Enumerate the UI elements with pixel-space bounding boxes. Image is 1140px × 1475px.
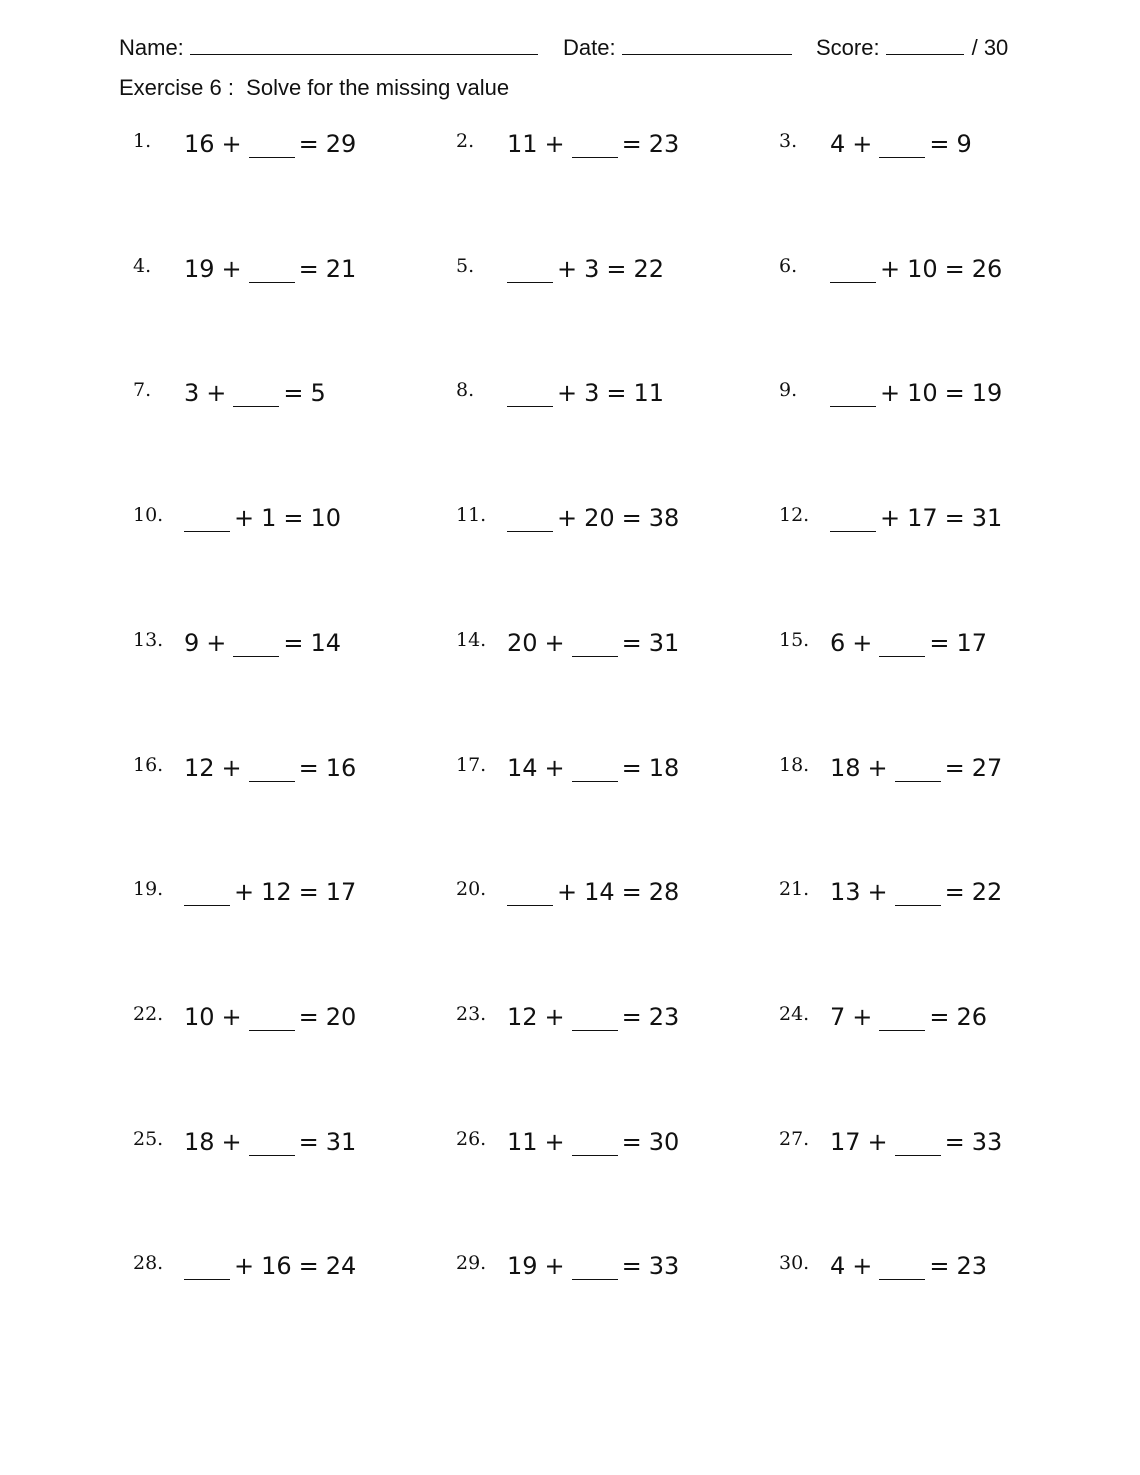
plus-sign: + bbox=[852, 1003, 873, 1031]
addend-first: 9 bbox=[184, 629, 200, 657]
equation bbox=[184, 1252, 363, 1280]
problem-item bbox=[133, 1252, 453, 1292]
equals-sign: = bbox=[298, 130, 319, 158]
name-field bbox=[119, 32, 538, 61]
answer-blank[interactable] bbox=[507, 380, 553, 407]
plus-sign: + bbox=[852, 629, 873, 657]
addend-first: 18 bbox=[184, 1128, 215, 1156]
addend-first: 17 bbox=[830, 1128, 861, 1156]
equation bbox=[184, 130, 363, 158]
equation bbox=[830, 878, 1009, 906]
equation bbox=[184, 255, 363, 283]
equation bbox=[830, 1003, 994, 1031]
sum-value: 17 bbox=[956, 629, 988, 657]
answer-blank[interactable] bbox=[895, 879, 941, 906]
equals-sign: = bbox=[283, 504, 304, 532]
problem-item bbox=[133, 754, 453, 794]
equals-sign: = bbox=[944, 255, 965, 283]
sum-value: 16 bbox=[325, 754, 357, 782]
equation bbox=[830, 130, 979, 158]
problem-number: 16. bbox=[133, 754, 164, 776]
answer-blank[interactable] bbox=[879, 131, 925, 158]
addend-second: 17 bbox=[907, 504, 938, 532]
sum-value: 5 bbox=[310, 379, 326, 407]
problem-item bbox=[456, 878, 776, 918]
problem-number: 19. bbox=[133, 878, 164, 900]
problem-item bbox=[779, 379, 1099, 419]
equals-sign: = bbox=[929, 130, 950, 158]
problem-number: 8. bbox=[456, 379, 475, 401]
equation bbox=[507, 130, 686, 158]
answer-blank[interactable] bbox=[249, 256, 295, 283]
equation bbox=[184, 379, 333, 407]
problem-item bbox=[456, 1252, 776, 1292]
plus-sign: + bbox=[557, 504, 578, 532]
equals-sign: = bbox=[298, 1128, 319, 1156]
date-field bbox=[563, 32, 792, 61]
problem-item bbox=[779, 878, 1099, 918]
addend-first: 12 bbox=[184, 754, 215, 782]
equation bbox=[507, 379, 671, 407]
sum-value: 38 bbox=[648, 504, 680, 532]
plus-sign: + bbox=[880, 379, 901, 407]
answer-blank[interactable] bbox=[879, 630, 925, 657]
addend-second: 14 bbox=[584, 878, 615, 906]
equals-sign: = bbox=[944, 504, 965, 532]
plus-sign: + bbox=[221, 754, 242, 782]
plus-sign: + bbox=[544, 130, 565, 158]
sum-value: 9 bbox=[956, 130, 972, 158]
equation bbox=[507, 754, 686, 782]
problem-number: 28. bbox=[133, 1252, 164, 1274]
sum-value: 23 bbox=[648, 1003, 680, 1031]
equation bbox=[830, 255, 1009, 283]
problem-item bbox=[133, 878, 453, 918]
answer-blank[interactable] bbox=[879, 1253, 925, 1280]
plus-sign: + bbox=[544, 1128, 565, 1156]
problem-number: 13. bbox=[133, 629, 164, 651]
answer-blank[interactable] bbox=[895, 755, 941, 782]
plus-sign: + bbox=[544, 754, 565, 782]
problem-item bbox=[456, 1128, 776, 1168]
equation bbox=[184, 754, 363, 782]
problem-item bbox=[456, 379, 776, 419]
problem-number: 12. bbox=[779, 504, 810, 526]
sum-value: 24 bbox=[325, 1252, 357, 1280]
answer-blank[interactable] bbox=[572, 131, 618, 158]
equation bbox=[507, 629, 686, 657]
problem-number: 22. bbox=[133, 1003, 164, 1025]
answer-blank[interactable] bbox=[572, 755, 618, 782]
addend-first: 4 bbox=[830, 130, 846, 158]
addend-second: 3 bbox=[584, 379, 600, 407]
equation bbox=[507, 255, 671, 283]
sum-value: 22 bbox=[633, 255, 665, 283]
problem-number: 1. bbox=[133, 130, 152, 152]
problem-number: 21. bbox=[779, 878, 810, 900]
plus-sign: + bbox=[852, 130, 873, 158]
equation bbox=[507, 878, 686, 906]
answer-blank[interactable] bbox=[507, 879, 553, 906]
sum-value: 19 bbox=[971, 379, 1003, 407]
equals-sign: = bbox=[621, 878, 642, 906]
equals-sign: = bbox=[621, 629, 642, 657]
problem-number: 25. bbox=[133, 1128, 164, 1150]
equals-sign: = bbox=[944, 1128, 965, 1156]
name-line[interactable] bbox=[190, 32, 538, 55]
equals-sign: = bbox=[298, 1252, 319, 1280]
plus-sign: + bbox=[880, 504, 901, 532]
plus-sign: + bbox=[234, 1252, 255, 1280]
problem-number: 5. bbox=[456, 255, 475, 277]
problem-item bbox=[779, 130, 1099, 170]
equation bbox=[830, 1128, 1009, 1156]
problem-item bbox=[779, 1003, 1099, 1043]
answer-blank[interactable] bbox=[184, 505, 230, 532]
sum-value: 18 bbox=[648, 754, 680, 782]
addend-first: 18 bbox=[830, 754, 861, 782]
answer-blank[interactable] bbox=[830, 256, 876, 283]
plus-sign: + bbox=[234, 878, 255, 906]
equation bbox=[830, 379, 1009, 407]
addend-first: 19 bbox=[184, 255, 215, 283]
addend-first: 4 bbox=[830, 1252, 846, 1280]
sum-value: 11 bbox=[633, 379, 665, 407]
problem-item bbox=[779, 504, 1099, 544]
equation bbox=[507, 1252, 686, 1280]
equals-sign: = bbox=[606, 255, 627, 283]
problem-number: 24. bbox=[779, 1003, 810, 1025]
sum-value: 29 bbox=[325, 130, 357, 158]
problem-number: 14. bbox=[456, 629, 487, 651]
plus-sign: + bbox=[544, 1003, 565, 1031]
equals-sign: = bbox=[929, 1252, 950, 1280]
plus-sign: + bbox=[852, 1252, 873, 1280]
plus-sign: + bbox=[867, 878, 888, 906]
answer-blank[interactable] bbox=[879, 1004, 925, 1031]
answer-blank[interactable] bbox=[249, 1129, 295, 1156]
answer-blank[interactable] bbox=[830, 505, 876, 532]
equals-sign: = bbox=[944, 754, 965, 782]
problem-item bbox=[779, 629, 1099, 669]
equals-sign: = bbox=[944, 878, 965, 906]
equals-sign: = bbox=[621, 130, 642, 158]
problem-number: 7. bbox=[133, 379, 152, 401]
equation bbox=[830, 629, 994, 657]
answer-blank[interactable] bbox=[572, 1253, 618, 1280]
plus-sign: + bbox=[867, 754, 888, 782]
problem-number: 9. bbox=[779, 379, 798, 401]
equation bbox=[184, 878, 363, 906]
problem-item bbox=[456, 130, 776, 170]
plus-sign: + bbox=[557, 379, 578, 407]
name-label: Name: bbox=[119, 35, 184, 60]
plus-sign: + bbox=[221, 130, 242, 158]
answer-blank[interactable] bbox=[572, 1004, 618, 1031]
plus-sign: + bbox=[544, 629, 565, 657]
answer-blank[interactable] bbox=[507, 256, 553, 283]
date-line[interactable] bbox=[622, 32, 792, 55]
equation bbox=[507, 1128, 686, 1156]
addend-first: 13 bbox=[830, 878, 861, 906]
addend-first: 11 bbox=[507, 130, 538, 158]
problem-number: 18. bbox=[779, 754, 810, 776]
sum-value: 27 bbox=[971, 754, 1003, 782]
problem-item bbox=[456, 754, 776, 794]
problem-item bbox=[133, 1128, 453, 1168]
equation bbox=[507, 1003, 686, 1031]
sum-value: 31 bbox=[648, 629, 680, 657]
equals-sign: = bbox=[621, 1128, 642, 1156]
answer-blank[interactable] bbox=[249, 1004, 295, 1031]
problem-number: 20. bbox=[456, 878, 487, 900]
problem-item bbox=[456, 504, 776, 544]
date-label: Date: bbox=[563, 35, 616, 60]
problem-item bbox=[779, 1128, 1099, 1168]
equals-sign: = bbox=[621, 504, 642, 532]
plus-sign: + bbox=[557, 255, 578, 283]
equals-sign: = bbox=[298, 255, 319, 283]
sum-value: 23 bbox=[648, 130, 680, 158]
answer-blank[interactable] bbox=[507, 505, 553, 532]
equals-sign: = bbox=[929, 1003, 950, 1031]
sum-value: 26 bbox=[956, 1003, 988, 1031]
addend-first: 19 bbox=[507, 1252, 538, 1280]
addend-first: 11 bbox=[507, 1128, 538, 1156]
problem-item bbox=[133, 130, 453, 170]
problem-item bbox=[779, 255, 1099, 295]
problem-number: 4. bbox=[133, 255, 152, 277]
sum-value: 31 bbox=[325, 1128, 357, 1156]
plus-sign: + bbox=[234, 504, 255, 532]
problem-item bbox=[779, 754, 1099, 794]
addend-first: 16 bbox=[184, 130, 215, 158]
problem-number: 3. bbox=[779, 130, 798, 152]
addend-first: 20 bbox=[507, 629, 538, 657]
problem-number: 10. bbox=[133, 504, 164, 526]
sum-value: 30 bbox=[648, 1128, 680, 1156]
plus-sign: + bbox=[544, 1252, 565, 1280]
addend-second: 20 bbox=[584, 504, 615, 532]
equals-sign: = bbox=[298, 878, 319, 906]
problem-number: 30. bbox=[779, 1252, 810, 1274]
problem-number: 11. bbox=[456, 504, 487, 526]
answer-blank[interactable] bbox=[233, 630, 279, 657]
addend-second: 10 bbox=[907, 255, 938, 283]
equals-sign: = bbox=[621, 1252, 642, 1280]
score-line[interactable] bbox=[886, 32, 964, 55]
equals-sign: = bbox=[283, 629, 304, 657]
plus-sign: + bbox=[221, 1003, 242, 1031]
plus-sign: + bbox=[867, 1128, 888, 1156]
equation bbox=[184, 629, 348, 657]
equation bbox=[184, 1003, 363, 1031]
problem-number: 29. bbox=[456, 1252, 487, 1274]
score-total: / 30 bbox=[971, 35, 1009, 60]
answer-blank[interactable] bbox=[572, 1129, 618, 1156]
problem-number: 23. bbox=[456, 1003, 487, 1025]
sum-value: 10 bbox=[310, 504, 342, 532]
equals-sign: = bbox=[929, 629, 950, 657]
equation bbox=[830, 754, 1009, 782]
problem-item bbox=[779, 1252, 1099, 1292]
answer-blank[interactable] bbox=[233, 380, 279, 407]
problem-item bbox=[456, 255, 776, 295]
problem-item bbox=[456, 1003, 776, 1043]
sum-value: 21 bbox=[325, 255, 357, 283]
sum-value: 14 bbox=[310, 629, 342, 657]
score-field bbox=[816, 32, 1008, 61]
problem-item bbox=[133, 379, 453, 419]
plus-sign: + bbox=[221, 1128, 242, 1156]
problem-item bbox=[456, 629, 776, 669]
answer-blank[interactable] bbox=[572, 630, 618, 657]
addend-second: 16 bbox=[261, 1252, 292, 1280]
answer-blank[interactable] bbox=[184, 879, 230, 906]
sum-value: 26 bbox=[971, 255, 1003, 283]
addend-first: 7 bbox=[830, 1003, 846, 1031]
equation bbox=[507, 504, 686, 532]
equation bbox=[830, 504, 1009, 532]
equation bbox=[184, 504, 348, 532]
equals-sign: = bbox=[606, 379, 627, 407]
sum-value: 33 bbox=[971, 1128, 1003, 1156]
answer-blank[interactable] bbox=[249, 131, 295, 158]
sum-value: 31 bbox=[971, 504, 1003, 532]
equation bbox=[830, 1252, 994, 1280]
addend-second: 1 bbox=[261, 504, 277, 532]
plus-sign: + bbox=[221, 255, 242, 283]
sum-value: 22 bbox=[971, 878, 1003, 906]
score-label: Score: bbox=[816, 35, 880, 60]
plus-sign: + bbox=[557, 878, 578, 906]
problem-number: 15. bbox=[779, 629, 810, 651]
equals-sign: = bbox=[621, 1003, 642, 1031]
plus-sign: + bbox=[206, 379, 227, 407]
addend-second: 12 bbox=[261, 878, 292, 906]
worksheet-header bbox=[0, 32, 1140, 62]
addend-first: 14 bbox=[507, 754, 538, 782]
problem-item bbox=[133, 255, 453, 295]
answer-blank[interactable] bbox=[184, 1253, 230, 1280]
exercise-title: Exercise 6 : Solve for the missing value bbox=[119, 75, 510, 100]
problem-number: 6. bbox=[779, 255, 798, 277]
sum-value: 33 bbox=[648, 1252, 680, 1280]
sum-value: 23 bbox=[956, 1252, 988, 1280]
sum-value: 20 bbox=[325, 1003, 357, 1031]
equals-sign: = bbox=[283, 379, 304, 407]
answer-blank[interactable] bbox=[895, 1129, 941, 1156]
equation bbox=[184, 1128, 363, 1156]
sum-value: 28 bbox=[648, 878, 680, 906]
answer-blank[interactable] bbox=[830, 380, 876, 407]
problem-item bbox=[133, 504, 453, 544]
problem-number: 27. bbox=[779, 1128, 810, 1150]
equals-sign: = bbox=[944, 379, 965, 407]
addend-second: 10 bbox=[907, 379, 938, 407]
equals-sign: = bbox=[298, 1003, 319, 1031]
addend-second: 3 bbox=[584, 255, 600, 283]
plus-sign: + bbox=[206, 629, 227, 657]
sum-value: 17 bbox=[325, 878, 357, 906]
equals-sign: = bbox=[298, 754, 319, 782]
addend-first: 12 bbox=[507, 1003, 538, 1031]
equals-sign: = bbox=[621, 754, 642, 782]
answer-blank[interactable] bbox=[249, 755, 295, 782]
addend-first: 6 bbox=[830, 629, 846, 657]
problem-number: 26. bbox=[456, 1128, 487, 1150]
plus-sign: + bbox=[880, 255, 901, 283]
problem-number: 2. bbox=[456, 130, 475, 152]
addend-first: 10 bbox=[184, 1003, 215, 1031]
problem-number: 17. bbox=[456, 754, 487, 776]
problem-item bbox=[133, 629, 453, 669]
addend-first: 3 bbox=[184, 379, 200, 407]
problem-item bbox=[133, 1003, 453, 1043]
